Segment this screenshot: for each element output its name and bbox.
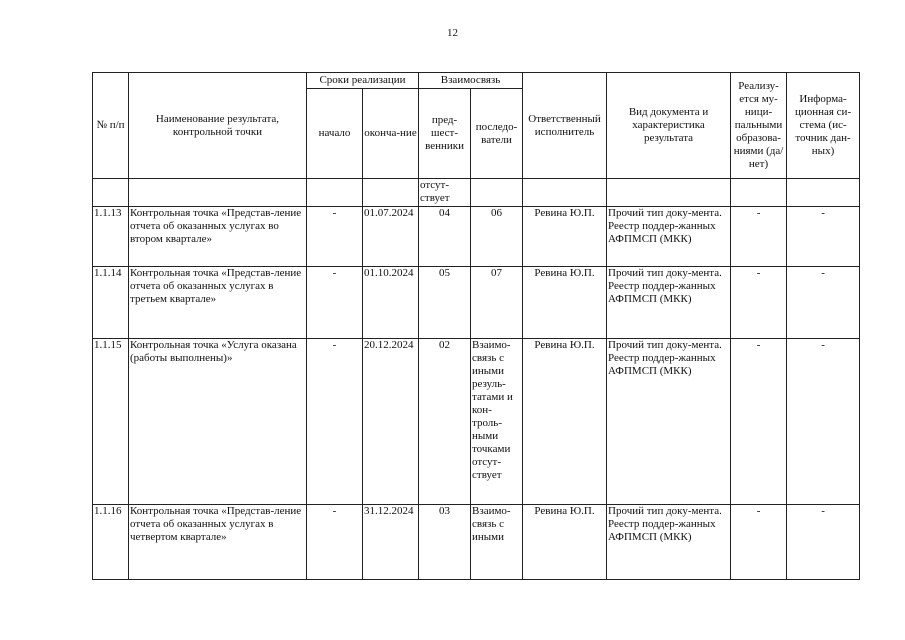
header-predecessors: пред-шест-венники xyxy=(419,89,471,179)
table-row xyxy=(93,207,860,267)
header-terms: Сроки реализации xyxy=(307,73,419,89)
cell-predecessors: отсут-ствует xyxy=(419,179,471,207)
cell-responsible: Ревина Ю.П. xyxy=(523,207,607,267)
table-row xyxy=(93,267,860,339)
cell-info-system: - xyxy=(787,207,860,267)
cell-end: 01.07.2024 xyxy=(363,207,419,267)
cell-successors: Взаимо-связь с иными резуль-татами и кон-троль-ными точками отсут-ствует xyxy=(471,339,523,505)
cell-successors: Взаимо-связь с иными xyxy=(471,505,523,580)
cell-municipal: - xyxy=(731,267,787,339)
cell-end: 01.10.2024 xyxy=(363,267,419,339)
header-responsible: Ответственный исполнитель xyxy=(523,73,607,179)
cell-info-system: - xyxy=(787,505,860,580)
cell-doc-type: Прочий тип доку-мента. Реестр поддер-жанных АФПМСП (МКК) xyxy=(607,505,731,580)
header-name: Наименование результата, контрольной точки xyxy=(129,73,307,179)
cell-predecessors: 02 xyxy=(419,339,471,505)
cell-responsible: Ревина Ю.П. xyxy=(523,505,607,580)
cell-num: 1.1.16 xyxy=(93,505,129,580)
cell-doc-type: Прочий тип доку-мента. Реестр поддер-жанных АФПМСП (МКК) xyxy=(607,267,731,339)
table-row xyxy=(93,505,860,580)
cell-name: Контрольная точка «Представ-ление отчета об оказанных услугах во втором квартале» xyxy=(129,207,307,267)
cell-end: 31.12.2024 xyxy=(363,505,419,580)
cell-end: 20.12.2024 xyxy=(363,339,419,505)
header-start: начало xyxy=(307,89,363,179)
table-row xyxy=(93,339,860,505)
cell-start: - xyxy=(307,267,363,339)
cell-name: Контрольная точка «Услуга оказана (работы выполнены)» xyxy=(129,339,307,505)
cell-municipal: - xyxy=(731,207,787,267)
cell-doc-type: Прочий тип доку-мента. Реестр поддер-жанных АФПМСП (МКК) xyxy=(607,339,731,505)
cell-responsible: Ревина Ю.П. xyxy=(523,339,607,505)
cell-num: 1.1.14 xyxy=(93,267,129,339)
table-row-carryover xyxy=(93,179,860,207)
table-header xyxy=(93,73,860,179)
header-num: № п/п xyxy=(93,73,129,179)
control-points-table xyxy=(92,72,860,580)
cell-responsible: Ревина Ю.П. xyxy=(523,267,607,339)
cell-municipal: - xyxy=(731,339,787,505)
header-info-system: Информа-ционная си-стема (ис-точник дан-ных) xyxy=(787,73,860,179)
header-end: оконча-ние xyxy=(363,89,419,179)
cell-info-system: - xyxy=(787,339,860,505)
cell-successors: 06 xyxy=(471,207,523,267)
cell-start: - xyxy=(307,339,363,505)
cell-start: - xyxy=(307,207,363,267)
header-relation: Взаимосвязь xyxy=(419,73,523,89)
cell-successors: 07 xyxy=(471,267,523,339)
cell-start: - xyxy=(307,505,363,580)
cell-predecessors: 05 xyxy=(419,267,471,339)
cell-predecessors: 04 xyxy=(419,207,471,267)
cell-num: 1.1.15 xyxy=(93,339,129,505)
header-doc-type: Вид документа и характеристика результата xyxy=(607,73,731,179)
cell-num: 1.1.13 xyxy=(93,207,129,267)
cell-name: Контрольная точка «Представ-ление отчета об оказанных услугах в третьем квартале» xyxy=(129,267,307,339)
cell-municipal: - xyxy=(731,505,787,580)
header-successors: последо-ватели xyxy=(471,89,523,179)
page-number: 12 xyxy=(447,27,458,39)
cell-doc-type: Прочий тип доку-мента. Реестр поддер-жанных АФПМСП (МКК) xyxy=(607,207,731,267)
cell-predecessors: 03 xyxy=(419,505,471,580)
header-municipal: Реализу-ется му-ници-пальными образова-ниями (да/нет) xyxy=(731,73,787,179)
cell-info-system: - xyxy=(787,267,860,339)
cell-name: Контрольная точка «Представ-ление отчета об оказанных услугах в четвертом квартале» xyxy=(129,505,307,580)
